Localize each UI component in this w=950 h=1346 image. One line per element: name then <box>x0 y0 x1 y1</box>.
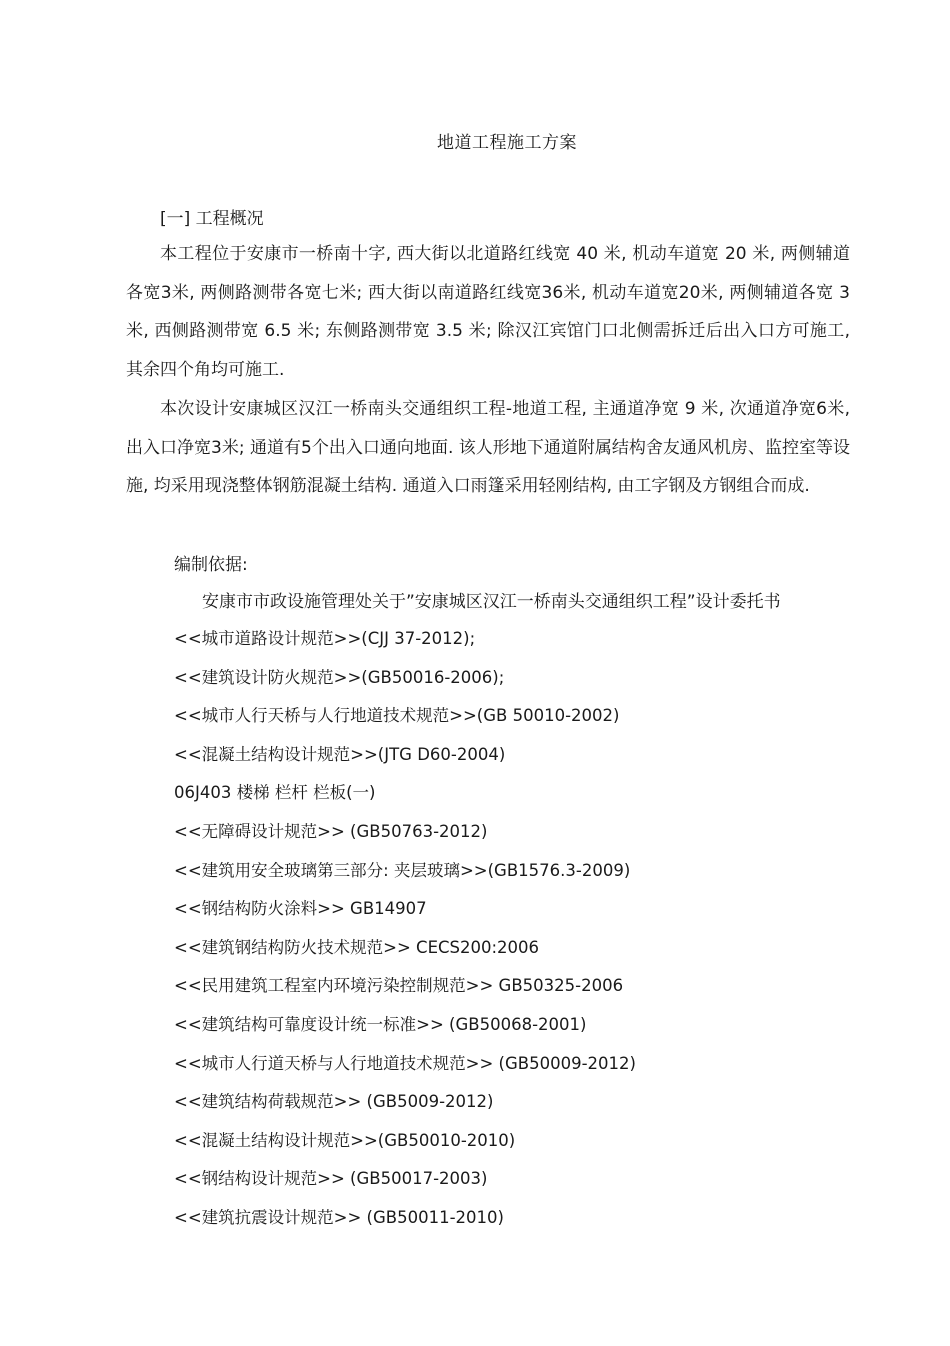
reference-item: <<建筑钢结构防火技术规范>> CECS200:2006 <box>174 937 540 957</box>
reference-item: <<建筑结构荷载规范>> (GB5009-2012) <box>174 1092 494 1112</box>
document-title: 地道工程施工方案 <box>437 133 577 153</box>
reference-item: <<混凝土结构设计规范>>(GB50010-2010) <box>174 1130 516 1150</box>
reference-item: 06J403 楼梯 栏杆 栏板(一) <box>174 783 376 803</box>
reference-item: <<城市人行天桥与人行地道技术规范>>(GB 50010-2002) <box>174 706 620 726</box>
reference-item: <<混凝土结构设计规范>>(JTG D60-2004) <box>174 744 506 764</box>
paragraph-project-location: 本工程位于安康市一桥南十字, 西大街以北道路红线宽 40 米, 机动车道宽 20 米, 两侧辅道各宽3米, 两侧路测带各宽七米; 西大街以南道路红线宽36米, 机动车道宽20米, 两侧辅道各宽 3 米, 西侧路测带宽 6.5 米; 东侧路测带宽 3.5 米; 除汉江宾馆门口北侧需拆迁后出入口方可施工, 其余四个角均可施工. <box>126 244 850 380</box>
reference-item: <<城市人行道天桥与人行地道技术规范>> (GB50009-2012) <box>174 1053 636 1073</box>
reference-item: <<钢结构设计规范>> (GB50017-2003) <box>174 1169 488 1189</box>
paragraph-design-scope: 本次设计安康城区汉江一桥南头交通组织工程-地道工程, 主通道净宽 9 米, 次通道净宽6米, 出入口净宽3米; 通道有5个出入口通向地面. 该人形地下通道附属结构舍友通风机房、监控室等设施, 均采用现浇整体钢筋混凝土结构. 通道入口雨篷采用轻刚结构, 由工字钢及方钢组合而成. <box>126 399 850 496</box>
reference-item: <<建筑用安全玻璃第三部分: 夹层玻璃>>(GB1576.3-2009) <box>174 860 631 880</box>
section-heading-overview: [一] 工程概况 <box>160 209 264 229</box>
reference-list <box>174 626 636 1244</box>
reference-item: <<无障碍设计规范>> (GB50763-2012) <box>174 821 488 841</box>
basis-label: 编制依据: <box>174 555 248 575</box>
reference-intro: 安康市市政设施管理处关于”安康城区汉江一桥南头交通组织工程”设计委托书 <box>202 592 781 612</box>
reference-item: <<城市道路设计规范>>(CJJ 37-2012); <box>174 629 476 648</box>
reference-item: <<建筑结构可靠度设计统一标准>> (GB50068-2001) <box>174 1014 587 1034</box>
reference-item: <<建筑设计防火规范>>(GB50016-2006); <box>174 667 505 687</box>
reference-item: <<钢结构防火涂料>> GB14907 <box>174 899 427 919</box>
reference-item: <<民用建筑工程室内环境污染控制规范>> GB50325-2006 <box>174 976 624 996</box>
reference-item: <<建筑抗震设计规范>> (GB50011-2010) <box>174 1207 504 1227</box>
